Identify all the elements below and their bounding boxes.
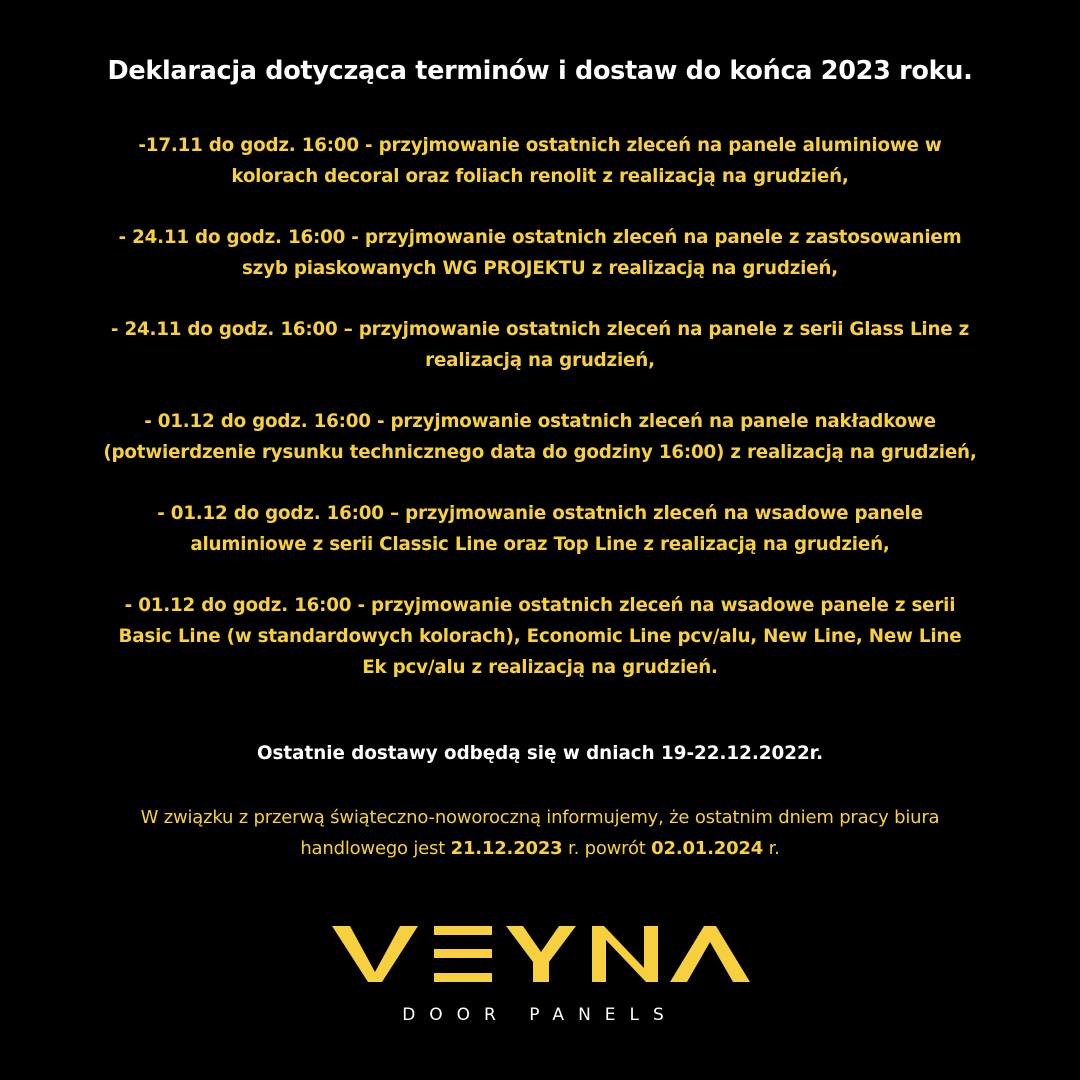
return-day: 02.01.2024 — [651, 838, 764, 859]
deadline-item-line: - 01.12 do godz. 16:00 – przyjmowanie ostatnich zleceń na wsadowe panele — [157, 503, 923, 524]
deadline-item — [40, 130, 1040, 192]
deadline-item — [40, 498, 1040, 560]
veyna-wordmark — [332, 926, 750, 982]
deadline-item — [40, 222, 1040, 284]
last-deliveries-note: Ostatnie dostawy odbędą się w dniach 19-22.12.2022r. — [256, 743, 824, 764]
deadline-item-line: Basic Line (w standardowych kolorach), Economic Line pcv/alu, New Line, New Line — [118, 626, 962, 647]
notice-text: r. powrót — [562, 838, 652, 859]
deadline-item — [40, 590, 1040, 683]
deadline-item-line: (potwierdzenie rysunku technicznego data do godziny 16:00) z realizacją na grudzień, — [103, 442, 977, 463]
deadline-item-line: kolorach decoral oraz foliach renolit z realizacją na grudzień, — [231, 166, 849, 187]
deadline-item-line: szyb piaskowanych WG PROJEKTU z realizacją na grudzień, — [242, 258, 838, 279]
deadline-list — [40, 130, 1040, 713]
deadline-item-line: -17.11 do godz. 16:00 - przyjmowanie ostatnich zleceń na panele aluminiowe w — [138, 135, 942, 156]
deadline-item-line: aluminiowe z serii Classic Line oraz Top Line z realizacją na grudzień, — [190, 534, 890, 555]
deadline-item-line: - 24.11 do godz. 16:00 - przyjmowanie ostatnich zleceń na panele z zastosowaniem — [118, 227, 962, 248]
holiday-notice-line — [0, 833, 1080, 864]
page-title: Deklaracja dotycząca terminów i dostaw do końca 2023 roku. — [107, 56, 973, 86]
holiday-notice-line: W związku z przerwą świąteczno-noworoczną informujemy, że ostatnim dniem pracy biura — [140, 807, 940, 828]
veyna-logo — [330, 920, 750, 1030]
tagline-text: DOOR PANELS — [402, 1005, 678, 1025]
holiday-notice — [0, 802, 1080, 864]
deadline-item-line: - 01.12 do godz. 16:00 - przyjmowanie ostatnich zleceń na wsadowe panele z serii — [124, 595, 956, 616]
notice-text: r. — [763, 838, 780, 859]
deadline-item-line: - 24.11 do godz. 16:00 – przyjmowanie ostatnich zleceń na panele z serii Glass Line z — [110, 319, 970, 340]
deadline-item — [40, 314, 1040, 376]
deadline-item-line: - 01.12 do godz. 16:00 - przyjmowanie ostatnich zleceń na panele nakładkowe — [144, 411, 936, 432]
last-working-day: 21.12.2023 — [450, 838, 563, 859]
deadline-item — [40, 406, 1040, 468]
deadline-item-line: realizacją na grudzień, — [425, 350, 655, 371]
deadline-item-line: Ek pcv/alu z realizacją na grudzień. — [362, 657, 718, 678]
notice-text: handlowego jest — [300, 838, 451, 859]
